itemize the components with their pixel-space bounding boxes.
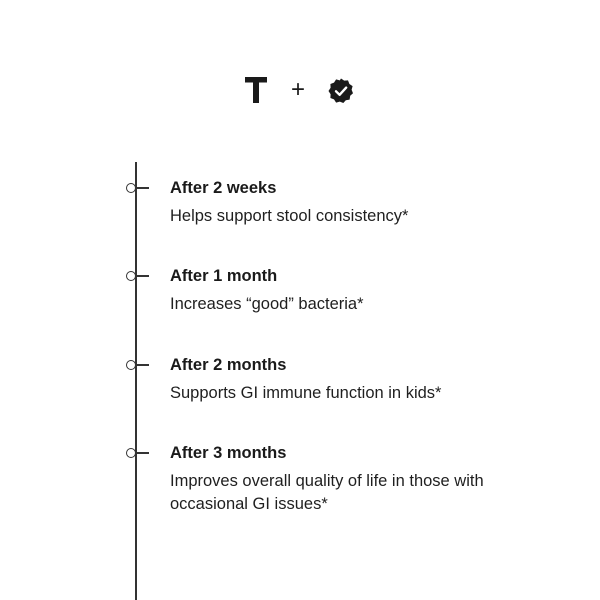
timeline-line bbox=[135, 162, 137, 600]
milestone-title: After 1 month bbox=[170, 267, 278, 285]
milestone-description: Increases “good” bacteria* bbox=[170, 295, 364, 313]
milestone-title: After 2 weeks bbox=[170, 179, 277, 197]
milestone-title: After 2 months bbox=[170, 356, 287, 374]
timeline-node bbox=[126, 271, 136, 281]
timeline-node bbox=[126, 183, 136, 193]
milestone-description: Helps support stool consistency* bbox=[170, 207, 409, 225]
timeline-node bbox=[126, 360, 136, 370]
milestone-description: Improves overall quality of life in those with occasional GI issues* bbox=[170, 472, 484, 513]
timeline-node bbox=[126, 448, 136, 458]
milestone-title: After 3 months bbox=[170, 444, 287, 462]
timeline-connector bbox=[136, 275, 149, 277]
timeline-connector bbox=[136, 187, 149, 189]
milestone-description: Supports GI immune function in kids* bbox=[170, 384, 442, 402]
brand-header bbox=[0, 73, 600, 107]
timeline-connector bbox=[136, 452, 149, 454]
plus-sign: + bbox=[290, 76, 305, 103]
t-letter-logo-icon bbox=[244, 76, 268, 104]
timeline-connector bbox=[136, 364, 149, 366]
verified-check-badge-icon bbox=[327, 77, 355, 105]
